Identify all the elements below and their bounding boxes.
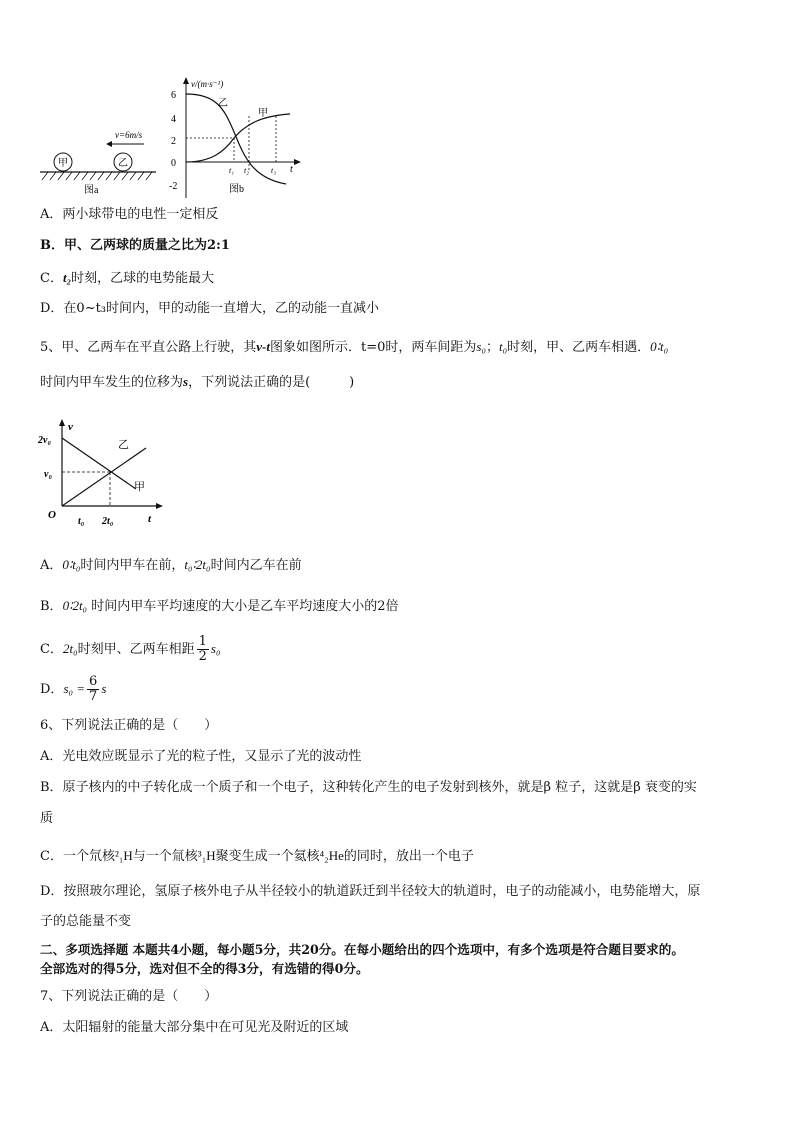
curve-jia-label: 甲 — [258, 108, 268, 119]
q5-option-a — [40, 556, 302, 575]
q5-stem-text-3: t=0时，两车间距为 — [361, 340, 477, 355]
q5-c-s0: s₀ — [210, 641, 221, 656]
fig-b-caption: 图b — [229, 184, 244, 195]
q5-b-label: B． — [40, 599, 63, 614]
q6-c-text4: 的同时，放出一个电子 — [343, 849, 474, 864]
q5-tick-t0: t₀ — [78, 516, 85, 527]
q6-option-a: A．光电效应既显示了光的粒子性，又显示了光的波动性 — [40, 749, 362, 764]
q5-tick-v0: v₀ — [44, 469, 52, 480]
q6-c-helium: ⁴₂He — [319, 848, 344, 863]
q5-origin: O — [48, 509, 56, 521]
q5-stem-text-5: 时刻，甲、乙两车相遇． — [507, 340, 651, 355]
q5-c-fraction — [197, 635, 209, 664]
q5-stem-range: 0∶t₀ — [650, 339, 669, 354]
q4-option-c-text: 时刻，乙球的电势能最大 — [71, 271, 215, 286]
q5-stem-line2 — [40, 373, 354, 392]
q5-stem-s: s — [183, 374, 189, 389]
q6-stem: 6、下列说法正确的是（ ） — [40, 718, 218, 733]
q6-option-b-line1: B．原子核内的中子转化成一个质子和一个电子，这种转化产生的电子发射到核外，就是β 粒子，这就是β 衰变的实 — [40, 780, 697, 795]
q5-c-label: C． — [40, 642, 63, 657]
q5-option-b — [40, 597, 398, 616]
q6-c-text3: 聚变生成一个氦核 — [215, 849, 320, 864]
q5-c-den: 2 — [198, 649, 207, 664]
q5-d-label: D． — [40, 682, 64, 697]
q5-line-jia — [62, 448, 146, 506]
section2-heading-line1: 二、多项选择题 本题共4小题，每小题5分，共20分。在每小题给出的四个选项中，有多个选项是符合题目要求的。 — [40, 942, 684, 957]
section2-heading-line2: 全部选对的得5分，选对但不全的得3分，有选错的得0分。 — [40, 961, 369, 976]
q5-option-d — [40, 672, 106, 707]
q6-c-text2: 与一个氚核 — [132, 849, 198, 864]
q5-d-s: s — [101, 681, 107, 696]
q4-option-b: B．甲、乙两球的质量之比为2:1 — [40, 238, 230, 253]
q6-c-text1: C．一个氘核 — [40, 849, 115, 864]
q6-option-d-line2: 子的总能量不变 — [40, 914, 132, 929]
q5-tick-2t0: 2t₀ — [102, 516, 114, 527]
q6-option-b-line2: 质 — [40, 811, 54, 826]
q4-option-c — [40, 269, 214, 288]
fig-a-caption: 图a — [84, 185, 99, 196]
ball-jia-label: 甲 — [58, 158, 68, 169]
y-tick-6: 6 — [171, 90, 176, 101]
q5-a-range1: 0∶t₀ — [62, 557, 81, 572]
t-tick-2: t₂ — [244, 166, 250, 175]
ball-yi-label: 乙 — [118, 158, 128, 169]
q5-tick-2v0: 2v₀ — [38, 435, 51, 446]
fig-b-y-axis-label: v/(m·s⁻¹) — [191, 79, 224, 89]
fig-b-x-axis-label: t — [290, 164, 293, 175]
q5-vt-graph — [36, 418, 166, 530]
y-tick-2: 2 — [171, 136, 176, 147]
q5-stem-s0: s₀ — [476, 339, 486, 354]
curve-yi-label: 乙 — [218, 98, 228, 109]
q5-axis-t: t — [148, 513, 152, 525]
y-tick-0: 0 — [171, 158, 176, 169]
q5-c-time: 2t₀ — [62, 641, 78, 656]
q7-option-a: A．太阳辐射的能量大部分集中在可见光及附近的区域 — [40, 1020, 349, 1035]
q5-d-num: 6 — [89, 674, 98, 689]
q5-d-lhs: s₀ = — [63, 681, 86, 696]
q5-a-range2: t₀∶2t₀ — [184, 557, 211, 572]
q4-option-c-prefix: C． — [40, 271, 63, 286]
q5-b-range: 0∶2t₀ — [62, 598, 88, 613]
q6-option-c — [40, 847, 474, 866]
q5-d-den: 7 — [89, 689, 98, 704]
q5-stem-text-6: 时间内甲车发生的位移为 — [40, 375, 184, 390]
q5-stem-t0: t₀ — [499, 339, 508, 354]
q4-option-a: A．两小球带电的电性一定相反 — [40, 207, 219, 222]
y-tick-4: 4 — [171, 114, 176, 125]
q5-a-label: A． — [40, 558, 63, 573]
q5-stem-line1 — [40, 338, 668, 357]
q5-label-yi: 乙 — [118, 439, 129, 451]
velocity-label: v=6m/s — [115, 130, 143, 140]
q5-a-text1: 时间内甲车在前， — [80, 558, 185, 573]
q5-stem-text-4: ； — [486, 340, 500, 355]
q4-option-d: D．在0~t₃时间内，甲的动能一直增大，乙的动能一直减小 — [40, 301, 380, 316]
curve-jia — [186, 114, 290, 162]
q6-c-deuteron: ²₁H — [114, 848, 133, 863]
q5-stem-text-1: 5、甲、乙两车在平直公路上行驶，其 — [40, 340, 257, 355]
q6-option-d-line1: D．按照玻尔理论，氢原子核外电子从半径较小的轨道跃迁到半径较大的轨道时，电子的动能减小，电势能增大，原 — [40, 884, 701, 899]
q5-axis-v: v — [68, 421, 73, 433]
y-tick-neg2: -2 — [169, 181, 178, 192]
q5-a-text2: 时间内乙车在前 — [210, 558, 302, 573]
q5-stem-vt: v-t — [256, 339, 270, 354]
q5-c-text: 时刻甲、乙两车相距 — [77, 642, 195, 657]
q5-b-text: 时间内甲车平均速度的大小是乙车平均速度大小的2倍 — [87, 599, 399, 614]
q5-d-fraction — [87, 675, 99, 704]
q6-c-triton: ³₁H — [197, 848, 216, 863]
q5-label-jia: 甲 — [134, 481, 145, 493]
t-tick-1: t₁ — [229, 166, 235, 175]
t-tick-3: t₃ — [271, 166, 277, 175]
figure-a — [36, 120, 164, 200]
q4-option-c-time: t₂ — [62, 270, 72, 285]
q5-option-c — [40, 632, 220, 667]
figure-b — [166, 74, 306, 200]
q5-stem-text-2: 图象如图所示． — [270, 340, 362, 355]
q5-stem-text-7: ，下列说法正确的是( ) — [188, 375, 355, 390]
q7-stem: 7、下列说法正确的是（ ） — [40, 989, 218, 1004]
q5-c-num: 1 — [198, 634, 207, 649]
